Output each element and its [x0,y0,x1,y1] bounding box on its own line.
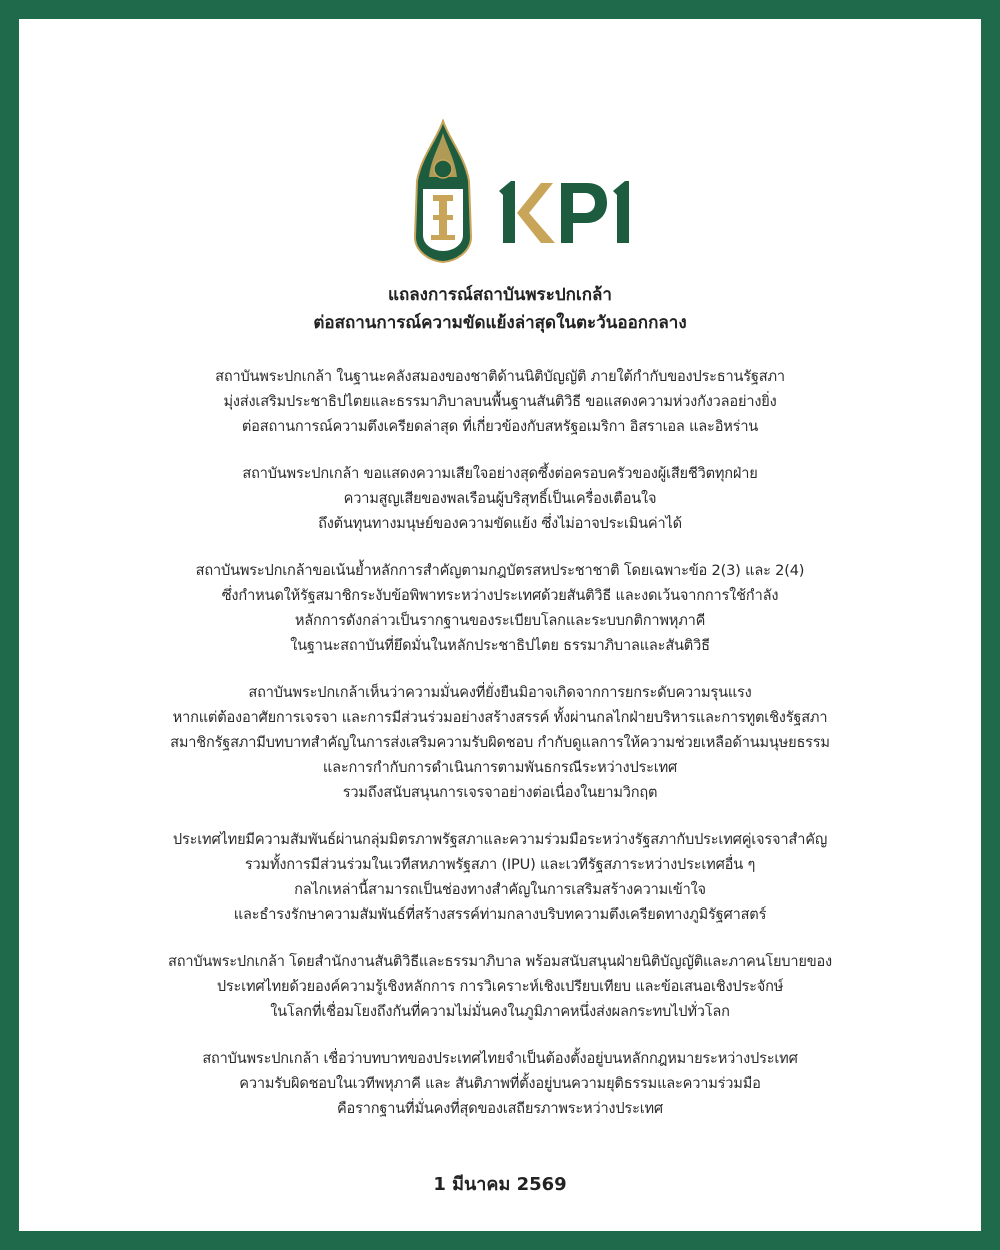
paragraph-4 [19,680,981,805]
paragraph-line: ถึงต้นทุนทางมนุษย์ของความขัดแย้ง ซึ่งไม่อาจประเมินค่าได้ [318,515,682,532]
paragraph-line: รวมทั้งการมีส่วนร่วมในเวทีสหภาพรัฐสภา (IPU) และเวทีรัฐสภาระหว่างประเทศอื่น ๆ [244,856,756,873]
statement-date: 1 มีนาคม 2569 [433,1174,567,1195]
paragraph-2 [19,461,981,536]
title-line-1: แถลงการณ์สถาบันพระปกเกล้า [388,285,612,305]
paragraph-line: สถาบันพระปกเกล้า เชื่อว่าบทบาทของประเทศไทยจำเป็นต้องตั้งอยู่บนหลักกฎหมายระหว่างประเทศ [202,1050,798,1067]
title-line-2: ต่อสถานการณ์ความขัดแย้งล่าสุดในตะวันออกกลาง [313,313,687,333]
paragraph-line: ในฐานะสถาบันที่ยึดมั่นในหลักประชาธิปไตย ธรรมาภิบาลและสันติวิธี [290,637,710,654]
paragraph-line: ประเทศไทยด้วยองค์ความรู้เชิงหลักการ การวิเคราะห์เชิงเปรียบเทียบ และข้อเสนอเชิงประจักษ์ [216,978,784,995]
paragraph-line: และธำรงรักษาความสัมพันธ์ที่สร้างสรรค์ท่ามกลางบริบทความตึงเครียดทางภูมิรัฐศาสตร์ [233,906,767,923]
paragraph-line: ซึ่งกำหนดให้รัฐสมาชิกระงับข้อพิพาทระหว่างประเทศด้วยสันติวิธี และงดเว้นจากการใช้กำลัง [221,587,779,604]
paragraph-line: สถาบันพระปกเกล้า ในฐานะคลังสมองของชาติด้านนิติบัญญัติ ภายใต้กำกับของประธานรัฐสภา [215,368,785,385]
paragraph-line: คือรากฐานที่มั่นคงที่สุดของเสถียรภาพระหว่างประเทศ [337,1100,663,1117]
royal-emblem-icon [409,119,477,264]
paragraph-line: กลไกเหล่านี้สามารถเป็นช่องทางสำคัญในการเสริมสร้างความเข้าใจ [294,881,706,898]
paragraph-line: ต่อสถานการณ์ความตึงเครียดล่าสุด ที่เกี่ยวข้องกับสหรัฐอเมริกา อิสราเอล และอิหร่าน [241,418,759,435]
paragraph-7 [19,1046,981,1121]
kpi-logo [409,119,649,264]
statement-body [19,364,981,1143]
paragraph-line: ในโลกที่เชื่อมโยงถึงกันที่ความไม่มั่นคงในภูมิภาคหนึ่งส่งผลกระทบไปทั่วโลก [270,1003,730,1020]
statement-title [19,281,981,337]
kpi-wordmark-icon [497,177,637,247]
paragraph-line: สถาบันพระปกเกล้าขอเน้นย้ำหลักการสำคัญตามกฎบัตรสหประชาชาติ โดยเฉพาะข้อ 2(3) และ 2(4) [195,562,805,579]
paragraph-line: มุ่งส่งเสริมประชาธิปไตยและธรรมาภิบาลบนพื้นฐานสันติวิธี ขอแสดงความห่วงกังวลอย่างยิ่ง [223,393,777,410]
paragraph-3 [19,558,981,658]
paragraph-line: สถาบันพระปกเกล้า โดยสำนักงานสันติวิธีและธรรมาภิบาล พร้อมสนับสนุนฝ่ายนิติบัญญัติและภาคนโยบายของ [168,953,832,970]
paragraph-line: สถาบันพระปกเกล้าเห็นว่าความมั่นคงที่ยั่งยืนมิอาจเกิดจากการยกระดับความรุนแรง [248,684,752,701]
paragraph-line: ความสูญเสียของพลเรือนผู้บริสุทธิ์เป็นเครื่องเตือนใจ [343,490,657,507]
paragraph-line: รวมถึงสนับสนุนการเจรจาอย่างต่อเนื่องในยามวิกฤต [342,784,658,801]
paragraph-line: ประเทศไทยมีความสัมพันธ์ผ่านกลุ่มมิตรภาพรัฐสภาและความร่วมมือระหว่างรัฐสภากับประเทศคู่เจรจาสำคัญ [172,831,828,848]
paragraph-6 [19,949,981,1024]
paragraph-line: หลักการดังกล่าวเป็นรากฐานของระเบียบโลกและระบบกติกาพหุภาคี [294,612,706,629]
paragraph-line: หากแต่ต้องอาศัยการเจรจา และการมีส่วนร่วมอย่างสร้างสรรค์ ทั้งผ่านกลไกฝ่ายบริหารและการทูตเชิงรัฐสภา [172,709,828,726]
paragraph-5 [19,827,981,927]
paragraph-line: ความรับผิดชอบในเวทีพหุภาคี และ สันติภาพที่ตั้งอยู่บนความยุติธรรมและความร่วมมือ [239,1075,761,1092]
paragraph-line: และการกำกับการดำเนินการตามพันธกรณีระหว่างประเทศ [322,759,678,776]
paragraph-line: สมาชิกรัฐสภามีบทบาทสำคัญในการส่งเสริมความรับผิดชอบ กำกับดูแลการให้ความช่วยเหลือด้านมนุษยธรรม [170,734,830,751]
statement-page [19,19,981,1231]
paragraph-1 [19,364,981,439]
paragraph-line: สถาบันพระปกเกล้า ขอแสดงความเสียใจอย่างสุดซึ้งต่อครอบครัวของผู้เสียชีวิตทุกฝ่าย [242,465,758,482]
